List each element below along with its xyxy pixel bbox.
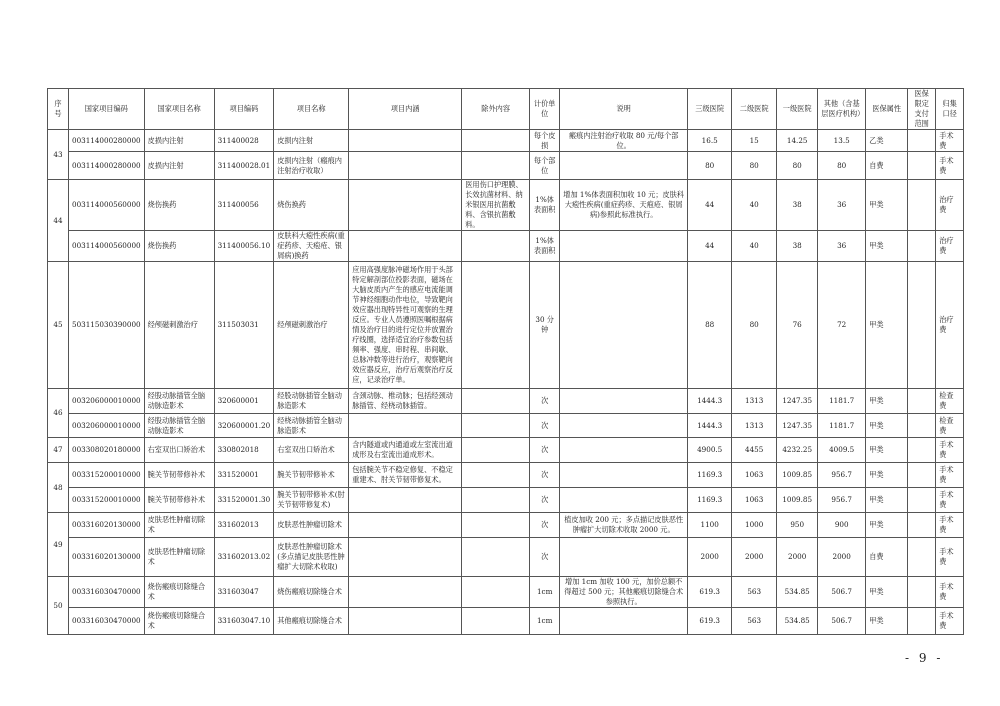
cell-tier1-price: 1247.35 — [777, 389, 818, 414]
cell-national-code: 003316030470000 — [69, 608, 145, 635]
cell-category: 手术费 — [936, 577, 964, 608]
cell-insurance-limit — [908, 488, 936, 513]
cell-national-code: 003316020130000 — [69, 513, 145, 538]
table-row — [48, 231, 964, 262]
cell-national-code: 003206000010000 — [69, 389, 145, 414]
cell-tier3-price: 1169.3 — [688, 488, 732, 513]
cell-item-content: 含颈动脉、椎动脉；包括经颈动脉插管、经桡动脉插管。 — [349, 389, 462, 414]
cell-category: 治疗费 — [936, 231, 964, 262]
cell-item-code: 331602013 — [214, 513, 274, 538]
cell-item-content — [349, 513, 462, 538]
cell-insurance-limit — [908, 438, 936, 463]
cell-tier3-price: 80 — [688, 152, 732, 180]
cell-national-code: 003114000280000 — [69, 152, 145, 180]
cell-exclusions — [462, 152, 530, 180]
cell-exclusions — [462, 463, 530, 488]
cell-national-code: 003308020180000 — [69, 438, 145, 463]
cell-item-content: 包括腕关节不稳定修复、不稳定重建术、肘关节韧带修复术。 — [349, 463, 462, 488]
cell-item-name: 皮肤恶性肿瘤切除术 — [274, 513, 349, 538]
cell-item-name: 皮肤恶性肿瘤切除术(多点描记皮肤恶性肿瘤扩大切除术收取) — [274, 538, 349, 577]
table-header — [48, 89, 964, 130]
cell-national-name: 皮损内注射 — [144, 152, 214, 180]
cell-other-price: 956.7 — [818, 488, 866, 513]
cell-notes — [560, 152, 688, 180]
header-exclusions: 除外内容 — [462, 89, 530, 130]
cell-tier3-price: 619.3 — [688, 608, 732, 635]
cell-insurance-limit — [908, 608, 936, 635]
cell-item-code: 331520001 — [214, 463, 274, 488]
cell-notes — [560, 463, 688, 488]
cell-tier1-price: 14.25 — [777, 130, 818, 152]
cell-item-name: 皮肤科大疱性疾病(重症药疹、天疱疮、银屑病)换药 — [274, 231, 349, 262]
cell-other-price: 36 — [818, 180, 866, 231]
cell-tier1-price: 76 — [777, 262, 818, 389]
cell-item-name: 皮损内注射 — [274, 130, 349, 152]
cell-national-code: 003114000280000 — [69, 130, 145, 152]
cell-notes — [560, 488, 688, 513]
cell-exclusions — [462, 438, 530, 463]
cell-tier3-price: 1444.3 — [688, 389, 732, 414]
cell-item-code: 331603047 — [214, 577, 274, 608]
cell-item-content — [349, 231, 462, 262]
cell-item-code: 330802018 — [214, 438, 274, 463]
cell-category: 治疗费 — [936, 180, 964, 231]
header-insurance-class: 医保属性 — [866, 89, 908, 130]
cell-insurance-limit — [908, 463, 936, 488]
cell-exclusions — [462, 130, 530, 152]
cell-national-name: 烧伤换药 — [144, 231, 214, 262]
cell-insurance-limit — [908, 130, 936, 152]
cell-notes — [560, 262, 688, 389]
table-row — [48, 262, 964, 389]
cell-tier1-price: 2000 — [777, 538, 818, 577]
header-tier2-price: 二级医院 — [732, 89, 777, 130]
cell-item-name: 经股动脉插管全脑动脉造影术 — [274, 389, 349, 414]
table-row — [48, 577, 964, 608]
cell-exclusions — [462, 389, 530, 414]
cell-notes — [560, 538, 688, 577]
header-insurance-limit: 医保限定支付范围 — [908, 89, 936, 130]
cell-tier2-price: 563 — [732, 608, 777, 635]
cell-tier2-price: 1313 — [732, 414, 777, 438]
cell-notes: 瘢痕内注射治疗收取 80 元/每个部位。 — [560, 130, 688, 152]
cell-tier1-price: 80 — [777, 152, 818, 180]
cell-item-content — [349, 488, 462, 513]
cell-other-price: 1181.7 — [818, 389, 866, 414]
cell-unit: 1cm — [530, 608, 560, 635]
cell-item-name: 右室双出口矫治术 — [274, 438, 349, 463]
cell-seq: 47 — [48, 438, 69, 463]
cell-tier3-price: 1100 — [688, 513, 732, 538]
cell-item-name: 皮损内注射（瘢痕内注射治疗收取） — [274, 152, 349, 180]
cell-national-name: 烧伤瘢痕切除缝合术 — [144, 608, 214, 635]
cell-tier3-price: 4900.5 — [688, 438, 732, 463]
cell-item-code: 331603047.10 — [214, 608, 274, 635]
cell-tier2-price: 1063 — [732, 463, 777, 488]
cell-notes — [560, 231, 688, 262]
cell-insurance-limit — [908, 389, 936, 414]
cell-tier2-price: 40 — [732, 231, 777, 262]
cell-item-name: 腕关节韧带修补术(肘关节韧带修复术) — [274, 488, 349, 513]
cell-national-name: 右室双出口矫治术 — [144, 438, 214, 463]
cell-other-price: 80 — [818, 152, 866, 180]
cell-insurance-limit — [908, 414, 936, 438]
cell-item-name: 烧伤换药 — [274, 180, 349, 231]
cell-insurance-limit — [908, 262, 936, 389]
cell-unit: 次 — [530, 463, 560, 488]
cell-tier1-price: 1247.35 — [777, 414, 818, 438]
header-category: 归集口径 — [936, 89, 964, 130]
table-row — [48, 463, 964, 488]
cell-national-code: 503115030390000 — [69, 262, 145, 389]
cell-exclusions — [462, 608, 530, 635]
cell-category: 检查费 — [936, 414, 964, 438]
cell-unit: 次 — [530, 488, 560, 513]
cell-other-price: 72 — [818, 262, 866, 389]
cell-notes — [560, 414, 688, 438]
cell-category: 手术费 — [936, 608, 964, 635]
table-body — [48, 130, 964, 635]
header-seq: 序号 — [48, 89, 69, 130]
header-item-name: 项目名称 — [274, 89, 349, 130]
cell-insurance-class: 甲类 — [866, 231, 908, 262]
cell-item-code: 320600001.20 — [214, 414, 274, 438]
header-tier3-price: 三级医院 — [688, 89, 732, 130]
cell-insurance-class: 甲类 — [866, 389, 908, 414]
cell-exclusions — [462, 513, 530, 538]
cell-unit: 1%体表面积 — [530, 231, 560, 262]
cell-insurance-limit — [908, 231, 936, 262]
cell-tier3-price: 88 — [688, 262, 732, 389]
cell-national-code: 003114000560000 — [69, 180, 145, 231]
table-row — [48, 180, 964, 231]
cell-notes: 增加 1%体表面积加收 10 元；皮肤科大疱性疾病(重症药疹、天疱疮、银屑病)参照此标准执行。 — [560, 180, 688, 231]
cell-national-name: 烧伤瘢痕切除缝合术 — [144, 577, 214, 608]
cell-insurance-class: 甲类 — [866, 262, 908, 389]
cell-exclusions — [462, 262, 530, 389]
cell-national-code: 003316020130000 — [69, 538, 145, 577]
cell-insurance-class: 甲类 — [866, 180, 908, 231]
table-row — [48, 513, 964, 538]
cell-item-code: 331602013.02 — [214, 538, 274, 577]
cell-tier2-price: 80 — [732, 262, 777, 389]
cell-tier1-price: 534.85 — [777, 577, 818, 608]
cell-insurance-limit — [908, 538, 936, 577]
cell-other-price: 506.7 — [818, 608, 866, 635]
cell-insurance-class: 甲类 — [866, 463, 908, 488]
header-national-name: 国家项目名称 — [144, 89, 214, 130]
cell-national-name: 经股动脉插管全脑动脉造影术 — [144, 389, 214, 414]
cell-seq: 44 — [48, 180, 69, 262]
cell-other-price: 4009.5 — [818, 438, 866, 463]
cell-tier2-price: 2000 — [732, 538, 777, 577]
cell-tier1-price: 1009.85 — [777, 488, 818, 513]
cell-item-code: 311400028 — [214, 130, 274, 152]
cell-national-name: 腕关节韧带修补术 — [144, 488, 214, 513]
cell-unit: 1cm — [530, 577, 560, 608]
cell-tier2-price: 1313 — [732, 389, 777, 414]
cell-item-code: 311400056.10 — [214, 231, 274, 262]
cell-tier3-price: 44 — [688, 231, 732, 262]
cell-item-content — [349, 130, 462, 152]
cell-category: 治疗费 — [936, 262, 964, 389]
cell-unit: 30 分钟 — [530, 262, 560, 389]
cell-tier2-price: 563 — [732, 577, 777, 608]
cell-category: 手术费 — [936, 488, 964, 513]
header-other-price: 其他（含基层医疗机构） — [818, 89, 866, 130]
cell-national-code: 003315200010000 — [69, 463, 145, 488]
cell-seq: 50 — [48, 577, 69, 635]
cell-tier3-price: 44 — [688, 180, 732, 231]
table-row — [48, 389, 964, 414]
cell-item-content — [349, 414, 462, 438]
cell-exclusions — [462, 538, 530, 577]
cell-item-content — [349, 152, 462, 180]
cell-tier3-price: 619.3 — [688, 577, 732, 608]
cell-item-code: 320600001 — [214, 389, 274, 414]
cell-national-code: 003206000010000 — [69, 414, 145, 438]
cell-category: 检查费 — [936, 389, 964, 414]
cell-notes — [560, 389, 688, 414]
cell-item-name: 腕关节韧带修补术 — [274, 463, 349, 488]
cell-item-code: 311400028.01 — [214, 152, 274, 180]
cell-category: 手术费 — [936, 513, 964, 538]
table-row — [48, 414, 964, 438]
cell-exclusions — [462, 231, 530, 262]
cell-tier1-price: 38 — [777, 231, 818, 262]
cell-tier2-price: 1063 — [732, 488, 777, 513]
cell-insurance-limit — [908, 513, 936, 538]
cell-unit: 次 — [530, 513, 560, 538]
cell-exclusions: 医用伤口护理膜、长效抗菌材料、纳米银医用抗菌敷料、含银抗菌敷料。 — [462, 180, 530, 231]
cell-item-name: 其他瘢痕切除缝合术 — [274, 608, 349, 635]
cell-national-name: 经颅磁刺激治疗 — [144, 262, 214, 389]
table-row — [48, 438, 964, 463]
cell-insurance-class: 自费 — [866, 152, 908, 180]
header-notes: 说明 — [560, 89, 688, 130]
cell-unit: 次 — [530, 538, 560, 577]
cell-other-price: 956.7 — [818, 463, 866, 488]
cell-tier1-price: 1009.85 — [777, 463, 818, 488]
table-row — [48, 152, 964, 180]
cell-other-price: 506.7 — [818, 577, 866, 608]
table-row — [48, 130, 964, 152]
cell-notes — [560, 608, 688, 635]
cell-unit: 次 — [530, 414, 560, 438]
header-item-code: 项目编码 — [214, 89, 274, 130]
cell-insurance-limit — [908, 180, 936, 231]
cell-other-price: 900 — [818, 513, 866, 538]
cell-other-price: 36 — [818, 231, 866, 262]
cell-notes: 植皮加收 200 元；多点描记皮肤恶性肿瘤扩大切除术收取 2000 元。 — [560, 513, 688, 538]
cell-category: 手术费 — [936, 152, 964, 180]
table-row — [48, 608, 964, 635]
cell-tier1-price: 950 — [777, 513, 818, 538]
cell-insurance-class: 自费 — [866, 538, 908, 577]
cell-seq: 49 — [48, 513, 69, 577]
cell-national-name: 皮损内注射 — [144, 130, 214, 152]
cell-category: 手术费 — [936, 538, 964, 577]
cell-item-content: 应用高强度脉冲磁场作用于头部特定解剖部位投影表面，磁场在大脑皮质内产生的感应电流能调节神经细胞动作电位，导致靶向效应器出现特异性可观察的生理反应。专业人员遵照医嘱根据病情及治疗目的进行定位并放置治疗线圈，选择适宜治疗参数包括频率、强度、串时程、串间歇、总脉冲数等进行治疗，观察靶向效应器反应，治疗后观察治疗反应，记录治疗单。 — [349, 262, 462, 389]
cell-national-code: 003315200010000 — [69, 488, 145, 513]
cell-category: 手术费 — [936, 130, 964, 152]
cell-unit: 次 — [530, 389, 560, 414]
table-row — [48, 488, 964, 513]
cell-unit: 每个部位 — [530, 152, 560, 180]
cell-tier3-price: 1169.3 — [688, 463, 732, 488]
cell-tier2-price: 80 — [732, 152, 777, 180]
table-row — [48, 538, 964, 577]
cell-category: 手术费 — [936, 438, 964, 463]
cell-tier3-price: 1444.3 — [688, 414, 732, 438]
cell-item-content — [349, 180, 462, 231]
cell-category: 手术费 — [936, 463, 964, 488]
cell-tier1-price: 534.85 — [777, 608, 818, 635]
cell-exclusions — [462, 414, 530, 438]
cell-national-code: 003316030470000 — [69, 577, 145, 608]
cell-national-name: 皮肤恶性肿瘤切除术 — [144, 538, 214, 577]
cell-seq: 43 — [48, 130, 69, 180]
cell-unit: 每个皮损 — [530, 130, 560, 152]
cell-tier2-price: 1000 — [732, 513, 777, 538]
header-item-content: 项目内涵 — [349, 89, 462, 130]
cell-insurance-class: 甲类 — [866, 513, 908, 538]
cell-other-price: 2000 — [818, 538, 866, 577]
cell-item-name: 经桡动脉插管全脑动脉造影术 — [274, 414, 349, 438]
cell-exclusions — [462, 577, 530, 608]
cell-tier2-price: 40 — [732, 180, 777, 231]
cell-insurance-class: 甲类 — [866, 414, 908, 438]
cell-national-name: 经股动脉插管全脑动脉造影术 — [144, 414, 214, 438]
cell-insurance-limit — [908, 152, 936, 180]
cell-item-name: 经颅磁刺激治疗 — [274, 262, 349, 389]
header-unit: 计价单位 — [530, 89, 560, 130]
cell-other-price: 1181.7 — [818, 414, 866, 438]
cell-seq: 46 — [48, 389, 69, 438]
cell-insurance-class: 甲类 — [866, 577, 908, 608]
cell-item-name: 烧伤瘢痕切除缝合术 — [274, 577, 349, 608]
cell-exclusions — [462, 488, 530, 513]
cell-tier1-price: 4232.25 — [777, 438, 818, 463]
cell-item-code: 311400056 — [214, 180, 274, 231]
cell-other-price: 13.5 — [818, 130, 866, 152]
cell-tier3-price: 16.5 — [688, 130, 732, 152]
cell-tier2-price: 15 — [732, 130, 777, 152]
cell-insurance-limit — [908, 577, 936, 608]
cell-unit: 次 — [530, 438, 560, 463]
cell-tier3-price: 2000 — [688, 538, 732, 577]
cell-seq: 45 — [48, 262, 69, 389]
cell-seq: 48 — [48, 463, 69, 513]
page-number: - 9 - — [905, 651, 944, 665]
cell-insurance-class: 甲类 — [866, 608, 908, 635]
cell-national-name: 皮肤恶性肿瘤切除术 — [144, 513, 214, 538]
cell-national-name: 烧伤换药 — [144, 180, 214, 231]
cell-tier1-price: 38 — [777, 180, 818, 231]
cell-item-code: 311503031 — [214, 262, 274, 389]
cell-insurance-class: 乙类 — [866, 130, 908, 152]
cell-item-code: 331520001.30 — [214, 488, 274, 513]
header-national-code: 国家项目编码 — [69, 89, 145, 130]
cell-insurance-class: 甲类 — [866, 488, 908, 513]
cell-item-content — [349, 577, 462, 608]
fee-table — [47, 88, 964, 635]
header-tier1-price: 一级医院 — [777, 89, 818, 130]
cell-insurance-class: 甲类 — [866, 438, 908, 463]
cell-national-name: 腕关节韧带修补术 — [144, 463, 214, 488]
cell-notes: 增加 1cm 加收 100 元，加价总额不得超过 500 元；其他瘢痕切除缝合术参照执行。 — [560, 577, 688, 608]
cell-national-code: 003114000560000 — [69, 231, 145, 262]
cell-item-content — [349, 538, 462, 577]
cell-unit: 1%体表面积 — [530, 180, 560, 231]
cell-item-content: 含内隧道或内通道或左室流出道成形及右室流出道成形术。 — [349, 438, 462, 463]
cell-item-content — [349, 608, 462, 635]
cell-notes — [560, 438, 688, 463]
cell-tier2-price: 4455 — [732, 438, 777, 463]
